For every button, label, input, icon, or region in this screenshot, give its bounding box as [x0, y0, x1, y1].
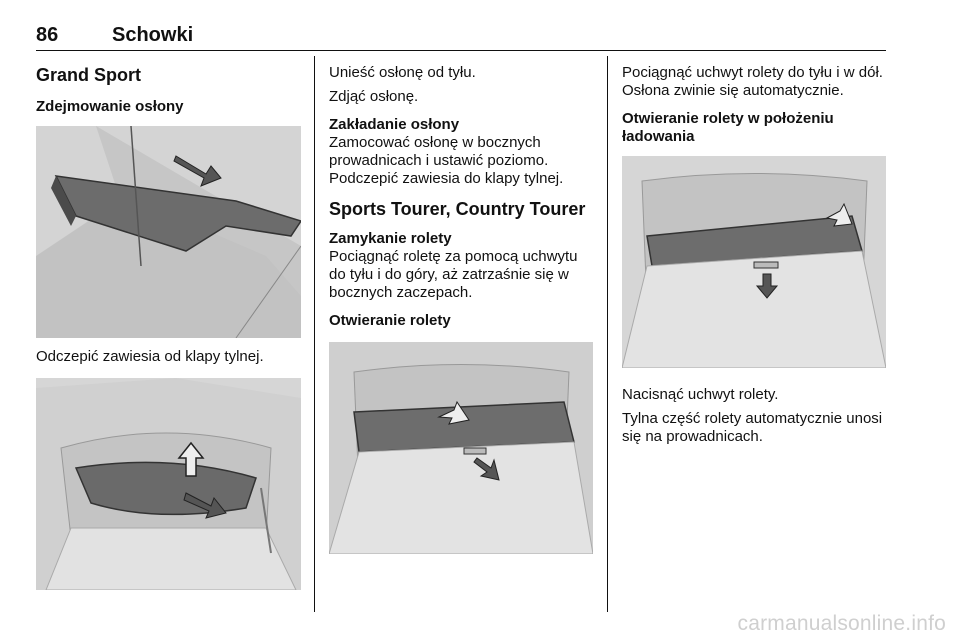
column-divider-1: [314, 56, 315, 612]
section-heading-grand-sport: Grand Sport: [36, 65, 142, 85]
subheading-cover-removal: Zdejmowanie osłony: [36, 98, 184, 115]
paragraph-press-handle: Nacisnąć uchwyt rolety.: [622, 386, 779, 403]
paragraph-pull-handle: Pociągnąć uchwyt rolety do tyłu i w dół. Osłona zwinie się automatycznie.: [622, 64, 883, 99]
subheading-close-blind: Zamykanie rolety: [329, 230, 452, 247]
illustration-open-blind: [329, 342, 593, 554]
watermark: carmanualsonline.info: [737, 612, 946, 635]
paragraph-install-cover: Zamocować osłonę w bocznych prowadnicach i ustawić poziomo. Podczepić zawiesia do klapy tylnej.: [329, 134, 564, 187]
subheading-open-blind: Otwieranie rolety: [329, 312, 451, 329]
column-1: [36, 64, 301, 590]
paragraph-close-blind: Pociągnąć roletę za pomocą uchwytu do tyłu i do góry, aż zatrzaśnie się w bocznych zaczepach.: [329, 248, 578, 301]
section-heading-sports-tourer: Sports Tourer, Country Tourer: [329, 199, 586, 219]
column-divider-2: [607, 56, 608, 612]
header-rule: [36, 50, 886, 51]
illustration-cover-removal: [36, 126, 301, 338]
chapter-title: Schowki: [112, 24, 194, 46]
paragraph-lift-cover: Unieść osłonę od tyłu.: [329, 64, 476, 81]
page-header: [36, 24, 888, 52]
paragraph-remove-cover: Zdjąć osłonę.: [329, 88, 419, 105]
paragraph-rear-rises: Tylna część rolety automatycznie unosi się na prowadnicach.: [622, 410, 883, 445]
subheading-install-cover: Zakładanie osłony: [329, 116, 460, 133]
column-2: [329, 64, 593, 554]
column-3: [622, 64, 888, 446]
paragraph-detach-straps: Odczepić zawiesia od klapy tylnej.: [36, 348, 264, 365]
subheading-open-loading-position: Otwieranie rolety w położeniu ładowania: [622, 110, 834, 145]
illustration-loading-position: [622, 156, 886, 368]
illustration-cover-lift: [36, 378, 301, 590]
page-number: 86: [36, 24, 59, 46]
